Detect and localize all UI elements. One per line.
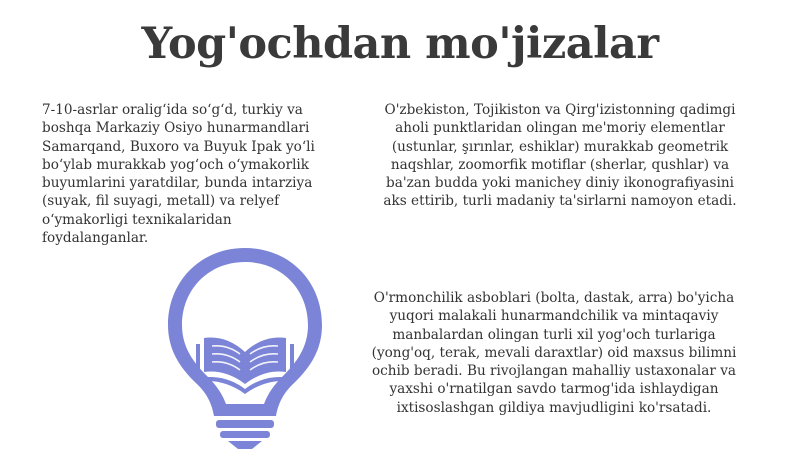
slide-title: Yog'ochdan mo'jizalar — [141, 19, 659, 69]
paragraph-history: 7-10-asrlar oralig‘ida so‘g‘d, turkiy va boshqa Markaziy Osiyo hunarmandlari Samarqand, Buxoro va Buyuk Ipak yo‘li bo‘ylab murakkab yog‘och o‘ymakorlik buyumlarini yaratdilar, bunda intarziya (suyak, fil suyagi, metall) va relyef o‘ymakorligi texnikalaridan foydalanganlar. — [42, 102, 315, 247]
paragraph-craftsmanship: O'rmonchilik asboblari (bolta, dastak, arra) bo'yicha yuqori malakali hunarmandchilik va mintaqaviy manbalardan olingan turli xil yog'och turlariga (yong'oq, terak, mevali daraxtlar) oid maxsus bilimni ochib beradi. Bu rivojlangan mahalliy ustaxonalar va yaxshi o'rnatilgan savdo tarmog'ida ishlaydigan ixtisoslashgan gildiya mavjudligini ko'rsatadi. — [371, 290, 737, 416]
paragraph-architecture: O'zbekiston, Tojikiston va Qirg'izistonning qadimgi aholi punktlaridan olingan me'moriy elementlar (ustunlar, şırınlar, eshiklar) murakkab geometrik naqshlar, zoomorfik motiflar (sherlar, qushlar) va ba'zan budda yoki manichey diniy ikonografiyasini aks ettirib, turli madaniy ta'sirlarni namoyon etadi. — [383, 102, 737, 210]
lightbulb-book-icon — [160, 240, 330, 450]
